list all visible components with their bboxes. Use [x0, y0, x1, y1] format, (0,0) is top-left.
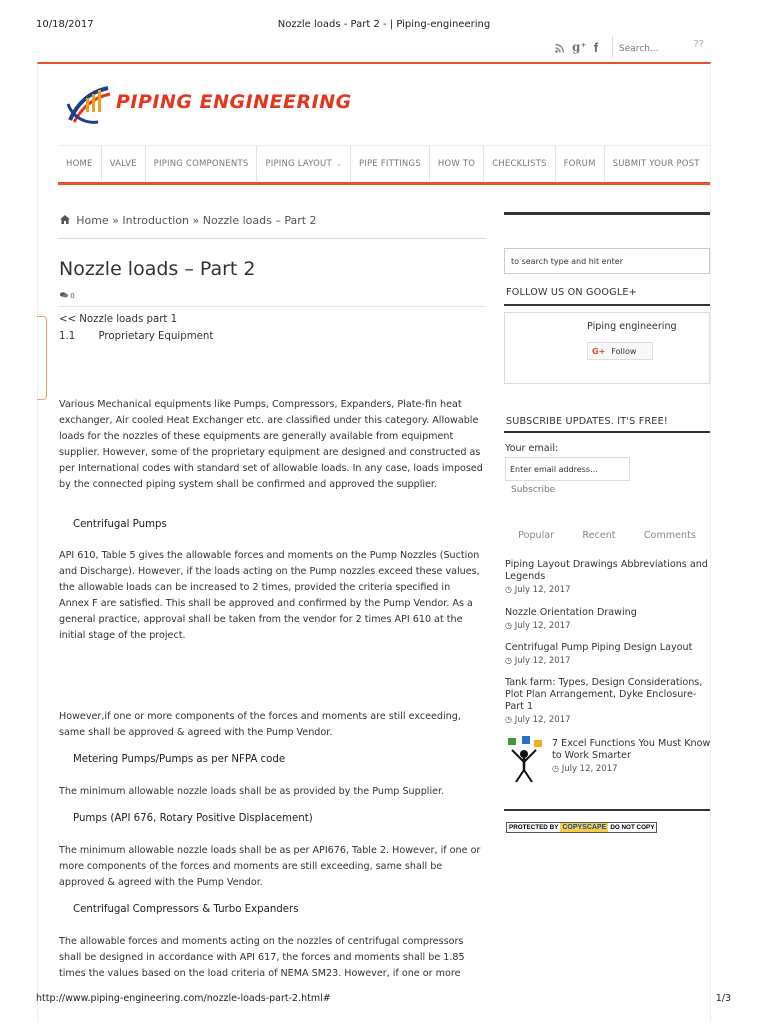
nav-item-valve[interactable]: VALVE [102, 146, 146, 182]
post-title[interactable]: 7 Excel Functions You Must Know to Work Smarter [552, 738, 711, 761]
main-nav [58, 145, 710, 185]
copyscape-logo: COPYSCAPE [562, 824, 607, 831]
clock-icon: ◷ [505, 621, 512, 630]
breadcrumb [60, 214, 317, 227]
paragraph: The allowable forces and moments acting on the nozzles of centrifugal compressors shall be designed in accordance with API 617, the forces and moments shall be 1.85 times the values based on the load criteria of NEMA SM23. However, if one or more [59, 936, 465, 979]
comments-number: 0 [70, 292, 75, 300]
breadcrumb-separator: » [192, 214, 200, 227]
paragraph: Various Mechanical equipments like Pumps, Compressors, Expanders, Plate-fin heat exchanger, Air cooled Heat Exchanger etc. are classified under this category. Allowable loads for the nozzles of these equipments are generally available from equipment supplier. However, some of the proprietary equipment are designed and constructed as per International codes with standard set of allowable loads. In any case, loads imposed by the connected piping system shall be confirmed and approved the supplier. [59, 399, 483, 490]
header-search [612, 36, 708, 58]
logo-mark-icon [64, 82, 114, 128]
print-footer [0, 993, 768, 1013]
sidebar-search-input[interactable]: to search type and hit enter [504, 248, 710, 274]
nav-item-label: PIPING LAYOUT [265, 159, 332, 169]
tab-popular[interactable]: Popular [518, 530, 555, 541]
tab-recent[interactable]: Recent [582, 530, 616, 541]
post-date: July 12, 2017 [561, 764, 618, 774]
gplus-follow-button[interactable] [587, 342, 653, 360]
paragraph: API 610, Table 5 gives the allowable forces and moments on the Pump Nozzles (Suction and Discharge). However, if the loads acting on the Pump nozzles exceed these values, the allowable loads can be increased to 2 times, provided the criteria specified in Annex F are satisfied. This shall be approved and confirmed by the Pump Vendor. As a general practice, approval shall be taken from the vendor for 2 times API 610 at the initial stage of the project. [59, 550, 480, 641]
list-item[interactable] [505, 607, 711, 632]
tab-comments[interactable]: Comments [643, 530, 696, 541]
post-title[interactable]: Centrifugal Pump Piping Design Layout [505, 642, 693, 653]
subscribe-button[interactable]: Subscribe [511, 485, 556, 495]
subscribe-title: SUBSCRIBE UPDATES. IT'S FREE! [506, 416, 668, 427]
sidebar-rule [504, 809, 710, 811]
nav-item-forum[interactable]: FORUM [556, 146, 605, 182]
paragraph: The minimum allowable nozzle loads shall be as provided by the Pump Supplier. [59, 786, 445, 797]
clock-icon: ◷ [505, 585, 512, 594]
print-header [0, 0, 768, 30]
prev-post-link[interactable]: << Nozzle loads part 1 [59, 314, 178, 325]
print-date: 10/18/2017 [36, 19, 94, 30]
google-plus-badge [504, 312, 710, 384]
subheading-api676: Pumps (API 676, Rotary Positive Displacement) [73, 813, 313, 824]
breadcrumb-home[interactable]: Home [76, 214, 109, 227]
site-logo[interactable] [64, 82, 374, 126]
copyscape-badge[interactable] [506, 822, 657, 833]
logo-text: PIPING ENGINEERING [116, 91, 352, 113]
sidebar-rule [504, 212, 710, 215]
breadcrumb-current: Nozzle loads – Part 2 [202, 214, 317, 227]
nav-item-how-to[interactable]: HOW TO [430, 146, 484, 182]
nav-item-submit-post[interactable]: SUBMIT YOUR POST [612, 159, 700, 169]
post-title[interactable]: Tank farm: Types, Design Considerations, Plot Plan Arrangement, Dyke Enclosure- Part 1 [505, 677, 703, 712]
chevron-down-icon: ⌄ [335, 160, 342, 168]
divider [58, 238, 486, 239]
copyscape-do-not-copy: DO NOT COPY [610, 824, 655, 831]
facebook-icon[interactable]: f [593, 39, 599, 55]
breadcrumb-introduction[interactable]: Introduction [122, 214, 190, 227]
floating-share-tab[interactable] [37, 316, 47, 400]
header-search-input[interactable] [613, 39, 687, 59]
rss-icon[interactable] [555, 42, 565, 52]
nav-item-pipe-fittings[interactable]: PIPE FITTINGS [351, 146, 430, 182]
post-date: July 12, 2017 [514, 715, 571, 725]
subheading-centrifugal-pumps: Centrifugal Pumps [73, 519, 167, 530]
follow-label: Follow [611, 346, 637, 356]
google-plus-icon: G+ [592, 346, 606, 356]
print-page-number: 1/3 [715, 993, 731, 1004]
comments-count[interactable] [60, 292, 75, 300]
nav-item-home[interactable]: HOME [58, 146, 102, 182]
subheading-metering-pumps: Metering Pumps/Pumps as per NFPA code [73, 754, 286, 765]
clock-icon: ◷ [505, 715, 512, 724]
nav-item-checklists[interactable]: CHECKLISTS [484, 146, 555, 182]
breadcrumb-separator: » [112, 214, 119, 227]
email-label: Your email: [505, 443, 559, 454]
comment-icon [60, 292, 68, 298]
social-links [555, 38, 598, 56]
follow-google-title: FOLLOW US ON GOOGLE+ [506, 287, 637, 298]
search-icon[interactable]: ?? [693, 39, 704, 50]
google-plus-icon[interactable]: g⁺ [572, 40, 587, 54]
email-field[interactable]: Enter email address... [505, 457, 630, 481]
divider [58, 306, 486, 307]
nav-item-piping-layout[interactable] [257, 146, 351, 182]
post-title[interactable]: Nozzle Orientation Drawing [505, 607, 637, 618]
subheading-compressors: Centrifugal Compressors & Turbo Expanders [73, 904, 299, 915]
post-date: July 12, 2017 [514, 656, 571, 666]
clock-icon: ◷ [552, 764, 559, 773]
posts-tabs [504, 530, 710, 541]
excel-post-thumbnail[interactable] [504, 736, 546, 784]
post-date: July 12, 2017 [514, 621, 571, 631]
list-item[interactable] [505, 559, 711, 596]
paragraph: The minimum allowable nozzle loads shall be as per API676, Table 2. However, if one or more components of the forces and moments are still exceeding, same shall be approved & agreed with the Pump Vendor. [59, 845, 481, 888]
clock-icon: ◷ [505, 656, 512, 665]
section-heading [59, 329, 483, 345]
sidebar-rule [504, 431, 710, 433]
copyscape-protected: PROTECTED BY [509, 824, 559, 831]
print-title: Nozzle loads - Part 2 - | Piping-engineering [277, 19, 491, 30]
print-url: http://www.piping-engineering.com/nozzle-loads-part-2.html# [36, 993, 331, 1004]
post-title[interactable]: Piping Layout Drawings Abbreviations and Legends [505, 559, 708, 582]
page-title: Nozzle loads – Part 2 [59, 258, 256, 280]
list-item[interactable] [552, 738, 712, 775]
paragraph: However,if one or more components of the forces and moments are still exceeding, same shall be approved & agreed with the Pump Vendor. [59, 711, 461, 738]
nav-item-piping-components[interactable]: PIPING COMPONENTS [146, 146, 258, 182]
list-item[interactable] [505, 642, 711, 667]
section-number: 1.1 [59, 331, 76, 342]
gplus-page-name[interactable]: Piping engineering [587, 321, 677, 332]
section-title: Proprietary Equipment [98, 331, 214, 342]
list-item[interactable] [505, 677, 711, 726]
home-icon [60, 216, 73, 227]
post-date: July 12, 2017 [514, 585, 571, 595]
sidebar-rule [504, 304, 710, 306]
